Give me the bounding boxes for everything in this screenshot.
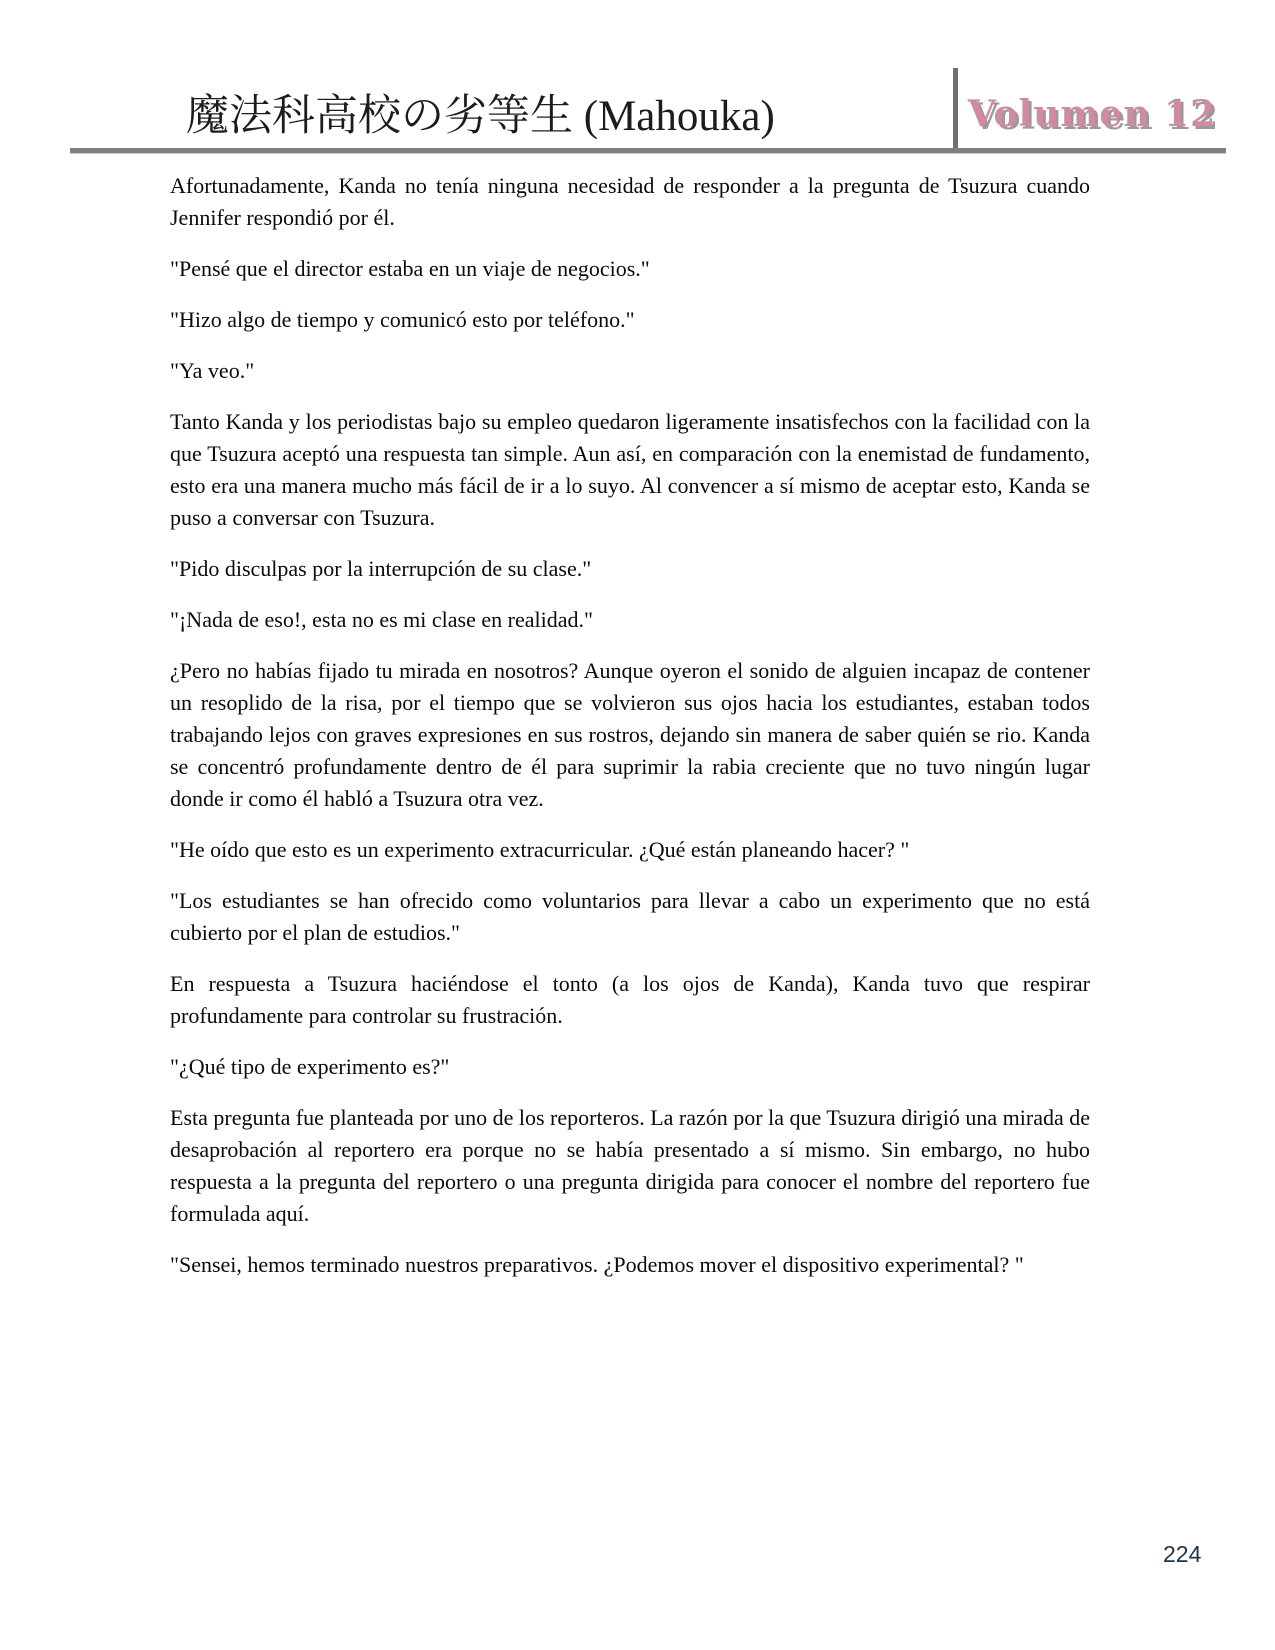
paragraph: "He oído que esto es un experimento extracurricular. ¿Qué están planeando hacer? " bbox=[170, 837, 910, 862]
page-title: 魔法科高校の劣等生 (Mahouka) bbox=[186, 93, 775, 140]
paragraph: "¡Nada de eso!, esta no es mi clase en realidad." bbox=[170, 607, 593, 632]
paragraph: Afortunadamente, Kanda no tenía ninguna necesidad de responder a la pregunta de Tsuzura cuando Jennifer respondió por él. bbox=[170, 173, 1090, 230]
paragraph: "Sensei, hemos terminado nuestros preparativos. ¿Podemos mover el dispositivo experimental? " bbox=[170, 1252, 1024, 1277]
paragraph: "Pensé que el director estaba en un viaje de negocios." bbox=[170, 256, 650, 281]
page-number: 224 bbox=[1163, 1541, 1202, 1567]
header-rule bbox=[70, 148, 1226, 154]
paragraph: "Pido disculpas por la interrupción de su clase." bbox=[170, 556, 592, 581]
paragraph: "Los estudiantes se han ofrecido como voluntarios para llevar a cabo un experimento que no está cubierto por el plan de estudios." bbox=[170, 888, 1090, 945]
document-body bbox=[170, 170, 1090, 1300]
paragraph: ¿Pero no habías fijado tu mirada en nosotros? Aunque oyeron el sonido de alguien incapaz de contener un resoplido de la risa, por el tiempo que se volvieron sus ojos hacia los estudiantes, estaban todos trabajando lejos con graves expresiones en sus rostros, dejando sin manera de saber quién se rio. Kanda se concentró profundamente dentro de él para suprimir la rabia creciente que no tuvo ningún lugar donde ir como él habló a Tsuzura otra vez. bbox=[170, 658, 1090, 811]
paragraph: "¿Qué tipo de experimento es?" bbox=[170, 1054, 450, 1079]
volume-label: Volumen 12 bbox=[967, 93, 1217, 135]
paragraph: "Hizo algo de tiempo y comunicó esto por teléfono." bbox=[170, 307, 635, 332]
paragraph: Esta pregunta fue planteada por uno de los reporteros. La razón por la que Tsuzura dirigió una mirada de desaprobación al reportero era porque no se había presentado a sí mismo. Sin embargo, no hubo respuesta a la pregunta del reportero o una pregunta dirigida para conocer el nombre del reportero fue formulada aquí. bbox=[170, 1105, 1090, 1226]
paragraph: Tanto Kanda y los periodistas bajo su empleo quedaron ligeramente insatisfechos con la facilidad con la que Tsuzura aceptó una respuesta tan simple. Aun así, en comparación con la enemistad de fundamento, esto era una manera mucho más fácil de ir a lo suyo. Al convencer a sí mismo de aceptar esto, Kanda se puso a conversar con Tsuzura. bbox=[170, 409, 1090, 530]
paragraph: En respuesta a Tsuzura haciéndose el tonto (a los ojos de Kanda), Kanda tuvo que respirar profundamente para controlar su frustración. bbox=[170, 971, 1090, 1028]
page-header bbox=[70, 58, 1226, 154]
paragraph: "Ya veo." bbox=[170, 358, 255, 383]
